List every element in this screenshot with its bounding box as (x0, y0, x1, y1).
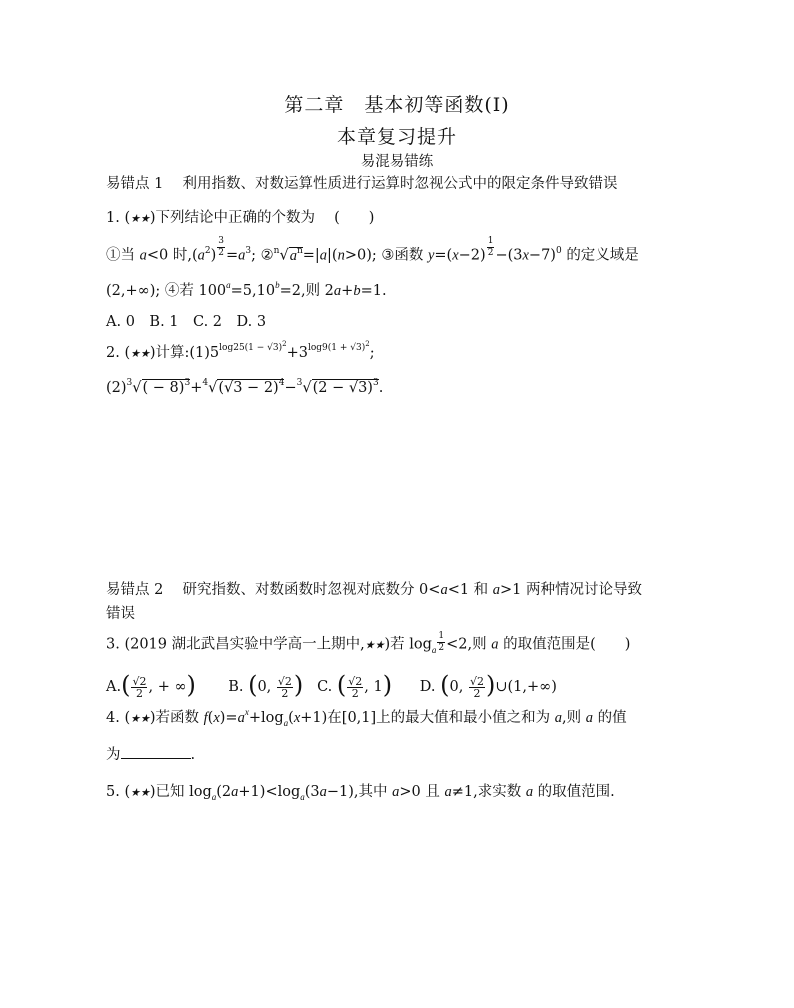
error-point-1-label: 易错点 1 (106, 176, 164, 192)
problem-1-stem: 1. (★★)下列结论中正确的个数为 ( ) (106, 210, 375, 226)
option-b: B. (228, 679, 244, 695)
difficulty-stars-icon: ★★ (130, 347, 150, 360)
subtitle: 易混易错练 (360, 154, 434, 170)
problem-4-stem: 4. (★★)若函数 $f(x)=a^x+\log_a(x+1)$在[0,1]上的最大值和最小值之和为 a,则 a 的值 (106, 707, 627, 728)
chapter-title: 第二章 基本初等函数(Ⅰ) (284, 94, 510, 116)
option-c: C. (317, 679, 333, 695)
problem-5-stem: 5. (★★)已知 $\log_a(2a+1)<\log_a(3a-1)$,其中 a>0 且 a≠1,求实数 a 的取值范围. (106, 784, 615, 802)
section-title: 本章复习提升 (336, 126, 457, 148)
problem-1-line-2: (2,+∞); ④若 $100^a=5,10^b=2$,则 2a+b=1. (106, 280, 387, 299)
problem-4-line-2: 为 . (106, 744, 195, 765)
difficulty-stars-icon: ★★ (130, 212, 150, 225)
difficulty-stars-icon: ★★ (130, 786, 150, 799)
error-point-2-text: 研究指数、对数函数时忽视对底数分 (182, 582, 415, 598)
answer-blank[interactable] (121, 744, 191, 759)
difficulty-stars-icon: ★★ (130, 712, 150, 725)
difficulty-stars-icon: ★★ (364, 638, 385, 652)
error-point-1-text: 利用指数、对数运算性质进行运算时忽视公式中的限定条件导致错误 (182, 176, 618, 192)
problem-3-stem: 3. (2019 湖北武昌实验中学高一上期中,★★)若 $\log_a$ $\frac{1}{2}$ <2,则 a 的取值范围是( ) (106, 631, 631, 655)
problem-2-line-2: $(2)^3√( - 8)^3+^4√(√3 - 2)^4-^3√(2 - √3)^3$. (106, 378, 384, 396)
problem-1-line-1: ①当 a<0 时$,(a^2)$ $\frac{3}{2}$ $=a^3$; $②^n√a^n=|a|(n>0)$; ③函数 y=(x−2) $\frac{1}{2}$ $-(3x-7)^0$ 的定义域是 (106, 236, 639, 264)
problem-1-options: A. 0 B. 1 C. 2 D. 3 (106, 314, 267, 330)
option-a: A. (106, 679, 122, 695)
error-point-2: 易错点 2 研究指数、对数函数时忽视对底数分 0<a<1 和 a>1 两种情况讨论导致 (106, 582, 643, 598)
error-point-2-label: 易错点 2 (106, 582, 164, 598)
error-point-2-cont: 错误 (106, 606, 135, 622)
option-d: D. (419, 679, 436, 695)
error-point-1 (106, 174, 617, 194)
problem-2-line-1: 2. (★★)计算$:(1)5^{log25(1 - √3)2}+3^{log9(1 + √3)2}$; (106, 340, 375, 361)
problem-3-options: A.( $\frac{√2}{2}$ , + ∞) B. (0, $\frac{√2}{2}$ ) C. ( $\frac{√2}{2}$ , 1) D. (0, $\frac{√2}{2}$ )∪(1,+∞) (106, 671, 557, 700)
